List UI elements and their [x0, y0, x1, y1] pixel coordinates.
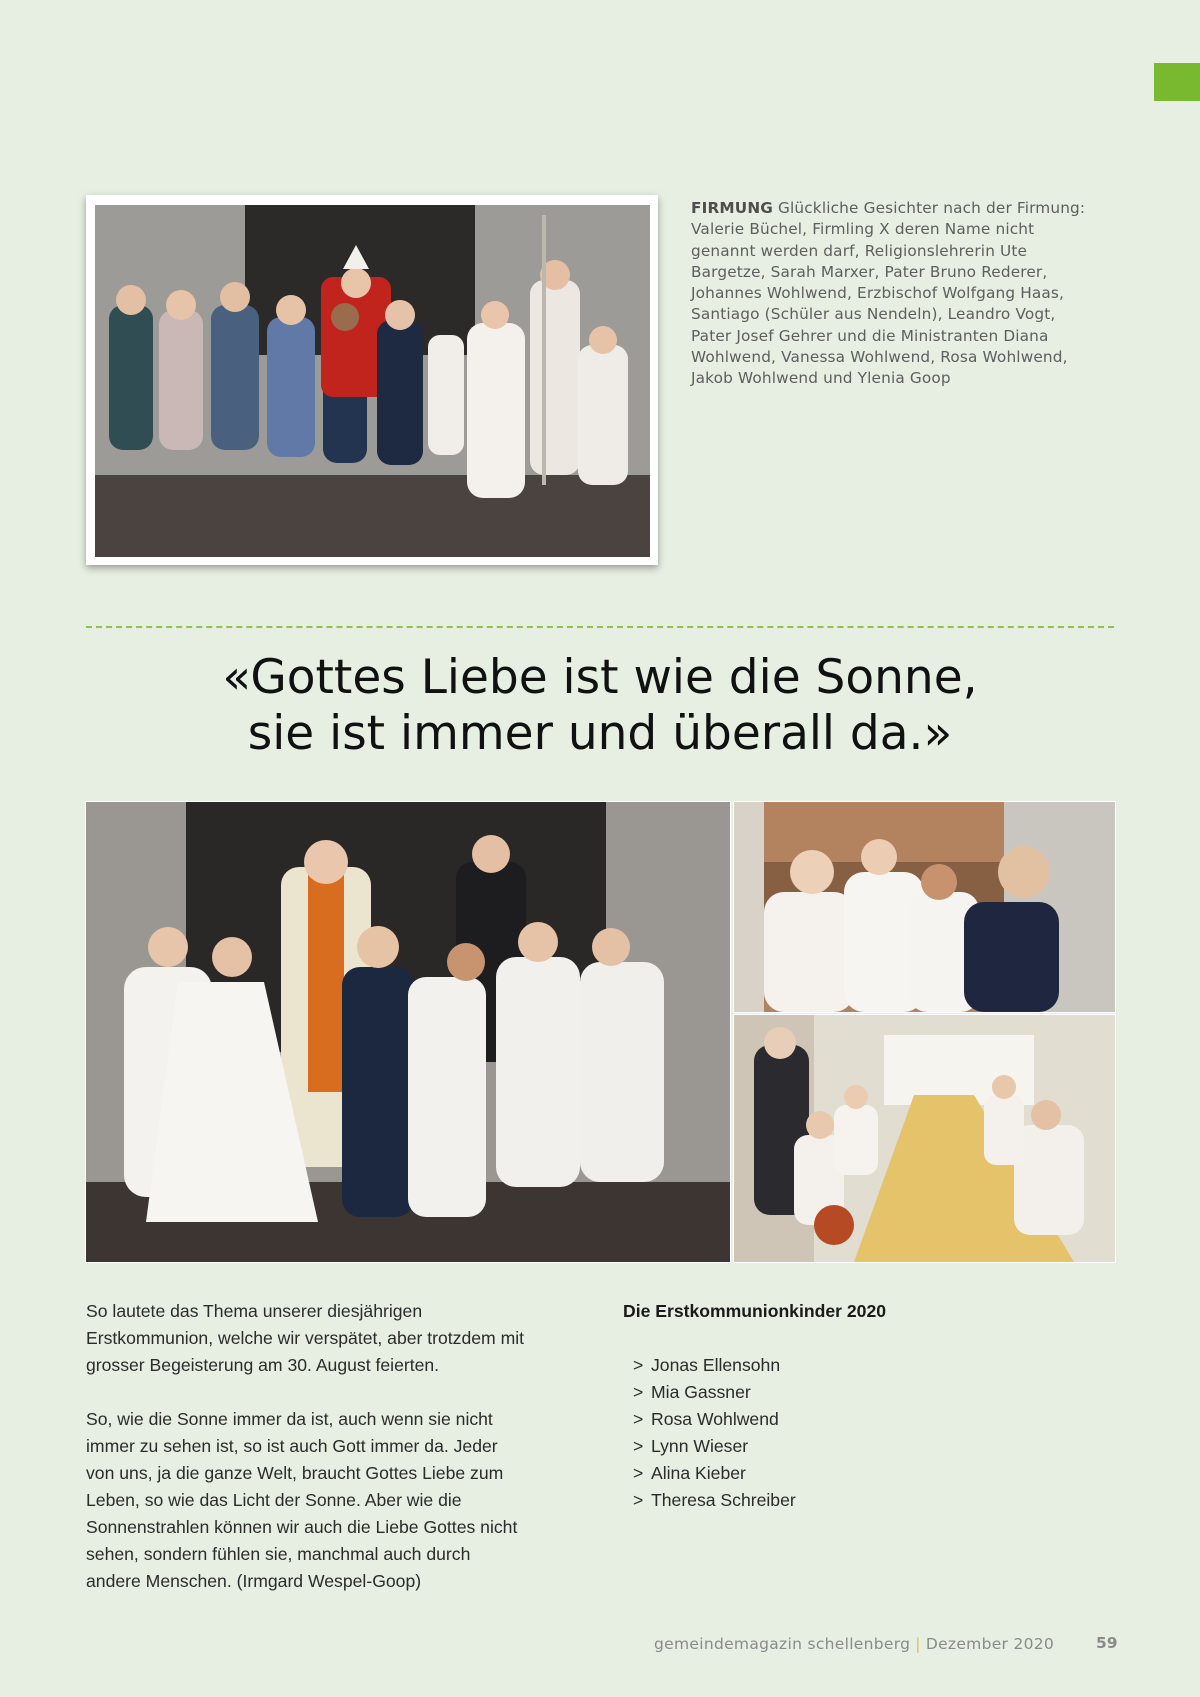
bullet-marker: >: [633, 1382, 644, 1402]
bullet-marker: >: [633, 1355, 644, 1375]
church-candle-photo: [734, 802, 1115, 1012]
page-footer: [654, 1635, 1054, 1653]
bullet-marker: >: [633, 1409, 644, 1429]
list-item: [633, 1460, 1043, 1487]
quote-line-1: «Gottes Liebe ist wie die Sonne,: [222, 650, 978, 705]
caption-label: FIRMUNG: [691, 199, 773, 217]
kid-name: Alina Kieber: [651, 1463, 746, 1483]
kids-list: [633, 1352, 1043, 1514]
article-paragraph-2: So, wie die Sonne immer da ist, auch wenn sie nicht immer zu sehen ist, so ist auch Gott immer da. Jeder von uns, ja die ganze Welt, braucht Gottes Liebe zum Leben, so wie das Licht der Sonne. Aber wie die Sonnenstrahlen können wir auch die Liebe Gottes nicht sehen, sondern fühlen sie, manchmal auch durch andere Menschen. (Irmgard Wespel-Goop): [86, 1409, 518, 1591]
kid-name: Jonas Ellensohn: [651, 1355, 781, 1375]
bullet-marker: >: [633, 1463, 644, 1483]
page-number: 59: [1096, 1634, 1118, 1652]
kid-name: Mia Gassner: [651, 1382, 751, 1402]
festive-table-photo: [734, 1015, 1115, 1262]
communion-kids-block: [623, 1298, 1043, 1514]
kid-name: Lynn Wieser: [651, 1436, 749, 1456]
bullet-marker: >: [633, 1436, 644, 1456]
headline-quote: [100, 650, 1100, 762]
firmung-caption: [691, 198, 1086, 390]
firmung-photo-frame: [86, 195, 658, 565]
list-item: [633, 1379, 1043, 1406]
magazine-name: gemeindemagazin schellenberg: [654, 1635, 911, 1653]
list-item: [633, 1352, 1043, 1379]
article-paragraph-1: So lautete das Thema unserer diesjährigen Erstkommunion, welche wir verspätet, aber trotzdem mit grosser Begeisterung am 30. August feierten.: [86, 1301, 525, 1375]
kid-name: Rosa Wohlwend: [651, 1409, 779, 1429]
caption-text: Glückliche Gesichter nach der Firmung: Valerie Büchel, Firmling X deren Name nicht genannt werden darf, Religionslehrerin Ute Bargetze, Sarah Marxer, Pater Bruno Rederer, Johannes Wohlwend, Erzbischof Wolfgang Haas, Santiago (Schüler aus Nendeln), Leandro Vogt, Pater Josef Gehrer und die Ministranten Diana Wohlwend, Vanessa Wohlwend, Rosa Wohlwend, Jakob Wohlwend und Ylenia Goop: [691, 199, 1086, 388]
footer-separator: |: [915, 1635, 921, 1653]
bullet-marker: >: [633, 1490, 644, 1510]
issue-date: Dezember 2020: [925, 1635, 1055, 1653]
kid-name: Theresa Schreiber: [651, 1490, 796, 1510]
list-item: [633, 1487, 1043, 1514]
erstkommunion-group-photo: [86, 802, 730, 1262]
section-divider: [86, 626, 1114, 628]
firmung-group-photo: [95, 205, 650, 557]
kids-list-title: Die Erstkommunionkinder 2020: [623, 1301, 887, 1321]
quote-line-2: sie ist immer und überall da.»: [247, 706, 953, 761]
section-color-tab: [1154, 63, 1200, 101]
list-item: [633, 1433, 1043, 1460]
list-item: [633, 1406, 1043, 1433]
article-body: [86, 1298, 529, 1595]
